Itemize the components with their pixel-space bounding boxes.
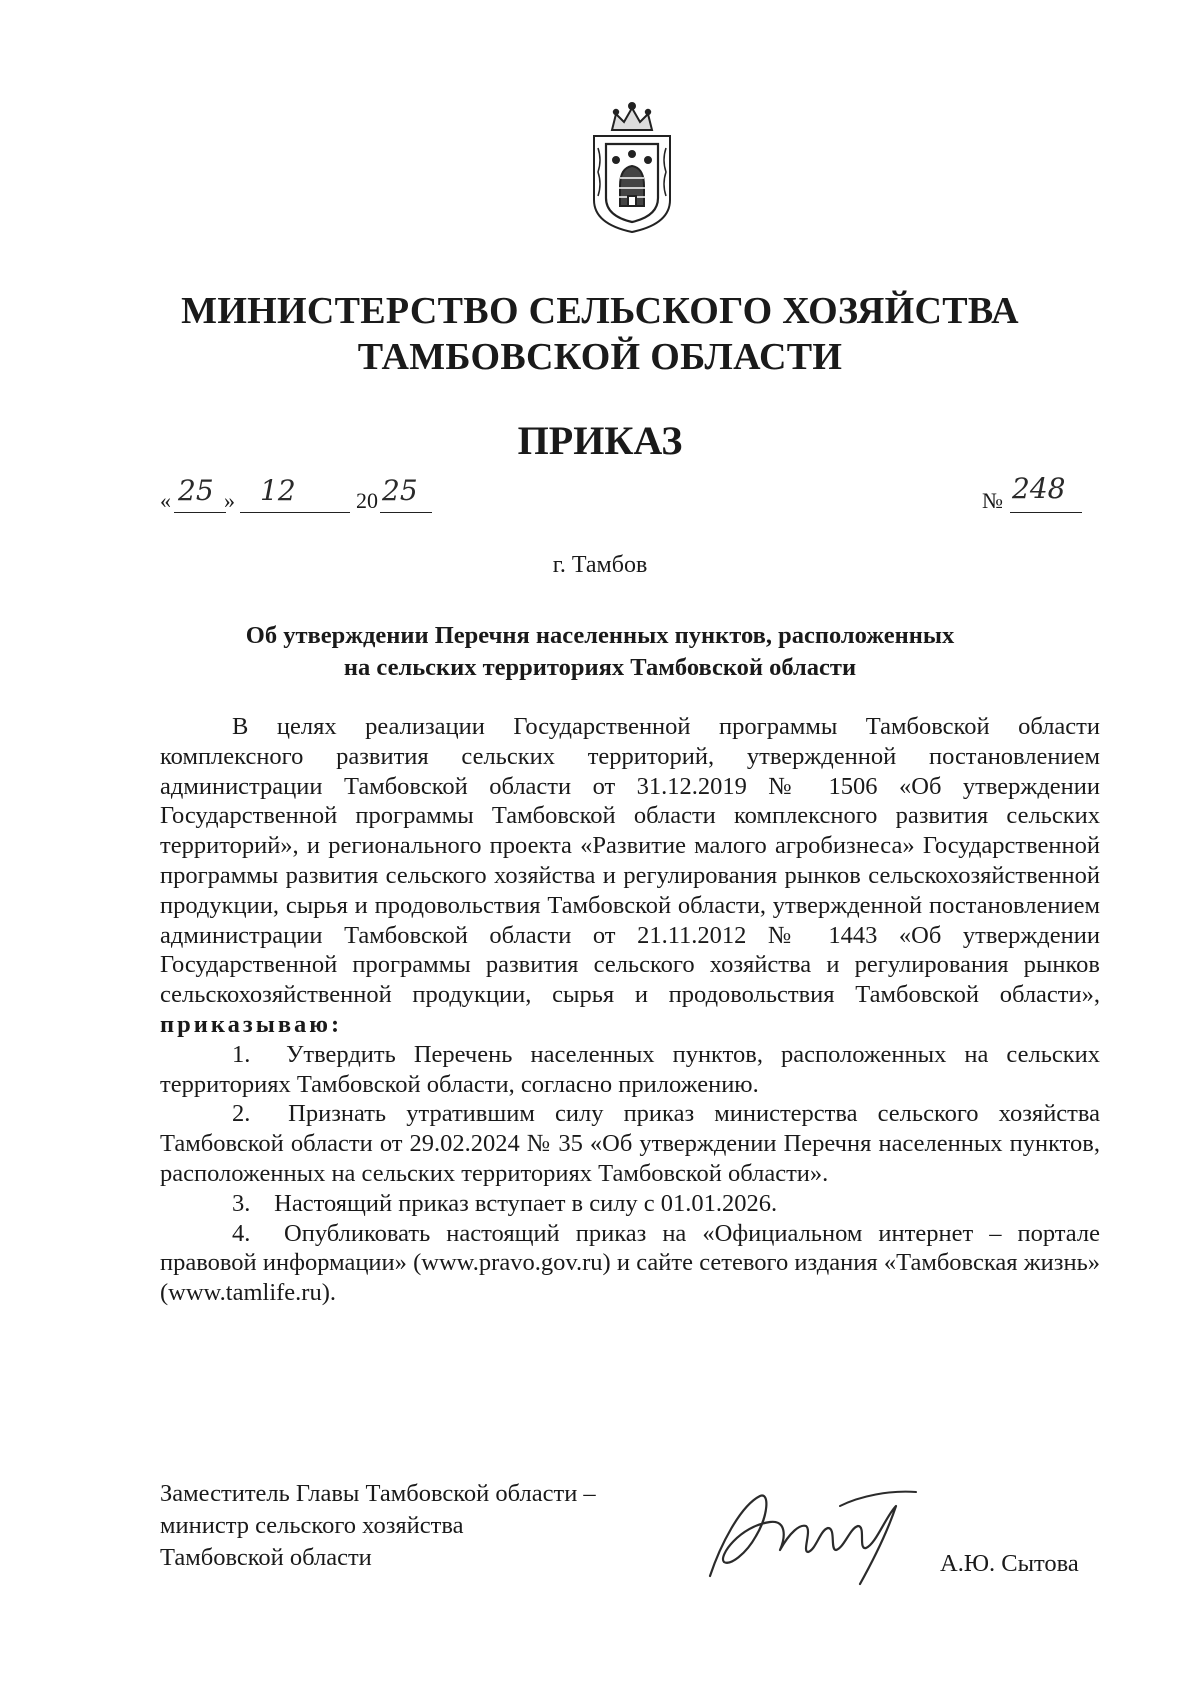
subject-line-2: на сельских территориях Тамбовской области: [343, 654, 857, 681]
document-type-title: ПРИКАЗ: [517, 418, 683, 463]
order-body: [160, 712, 1100, 1308]
item-number: 4.: [232, 1219, 251, 1247]
list-item: [160, 1099, 1100, 1188]
item-text: Признать утратившим силу приказ министерства сельского хозяйства Тамбовской области от 29.02.2024 № 35 «Об утверждении Перечня населенных пунктов, расположенных на сельских территориях Тамбовской области».: [160, 1100, 1101, 1187]
command-word: приказываю: [160, 1010, 332, 1038]
preamble-paragraph: [160, 712, 1100, 1040]
item-number: 2.: [232, 1100, 251, 1128]
signatory-name: А.Ю. Сытова: [940, 1550, 1079, 1577]
day-underline: [174, 512, 226, 513]
subject-line-1: Об утверждении Перечня населенных пунктов, расположенных: [245, 622, 955, 649]
item-number: 3.: [232, 1189, 251, 1217]
list-item: [160, 1219, 1100, 1308]
position-line-3: Тамбовской области: [160, 1544, 372, 1571]
coat-of-arms-emblem: [584, 100, 680, 236]
command-colon: :: [331, 1010, 340, 1038]
list-item: [160, 1040, 1100, 1100]
item-text: Утвердить Перечень населенных пунктов, расположенных на сельских территориях Тамбовской области, согласно приложению.: [160, 1040, 1101, 1098]
handwritten-day: 25: [178, 474, 214, 507]
organization-line-2: ТАМБОВСКОЙ ОБЛАСТИ: [357, 336, 843, 378]
list-item: [160, 1189, 1100, 1219]
number-sign: №: [982, 488, 1003, 513]
handwritten-signature: [690, 1466, 930, 1596]
organization-name: [0, 288, 1200, 380]
number-underline: [1010, 512, 1082, 513]
year-prefix: 20: [356, 488, 378, 513]
date-number-line: [160, 472, 1090, 516]
handwritten-year: 25: [382, 474, 418, 507]
item-number: 1.: [232, 1040, 251, 1068]
position-line-1: Заместитель Главы Тамбовской области –: [160, 1480, 596, 1507]
date-close-quote: »: [224, 488, 235, 513]
year-underline: [380, 512, 432, 513]
organization-line-1: МИНИСТЕРСТВО СЕЛЬСКОГО ХОЗЯЙСТВА: [181, 290, 1019, 332]
handwritten-month: 12: [260, 474, 296, 507]
handwritten-number: 248: [1012, 472, 1066, 505]
preamble-text: В целях реализации Государственной программы Тамбовской области комплексного развития сельских территорий, утвержденной постановлением администрации Тамбовской области от 31.12.2019 № 1506 «Об утверждении Государственной программы Тамбовской области комплексного развития сельских территорий», и регионального проекта «Развитие малого агробизнеса» Государственной программы развития сельского хозяйства и регулирования рынков сельскохозяйственной продукции, сырья и продовольствия Тамбовской области, утвержденной постановлением администрации Тамбовской области от 21.11.2012 № 1443 «Об утверждении Государственной программы развития сельского хозяйства и регулирования рынков сельскохозяйственной продукции, сырья и продовольствия Тамбовской области»,: [160, 713, 1100, 1009]
item-text: Опубликовать настоящий приказ на «Официальном интернет – портале правовой информации» (www.pravo.gov.ru) и сайте сетевого издания «Тамбовская жизнь» (www.tamlife.ru).: [160, 1219, 1100, 1307]
date-open-quote: «: [160, 488, 171, 513]
month-underline: [240, 512, 350, 513]
signatory-position: [160, 1478, 720, 1574]
order-subject: [0, 620, 1200, 684]
position-line-2: министр сельского хозяйства: [160, 1512, 464, 1539]
city: г. Тамбов: [552, 552, 648, 578]
item-text: Настоящий приказ вступает в силу с 01.01.2026.: [274, 1189, 778, 1217]
